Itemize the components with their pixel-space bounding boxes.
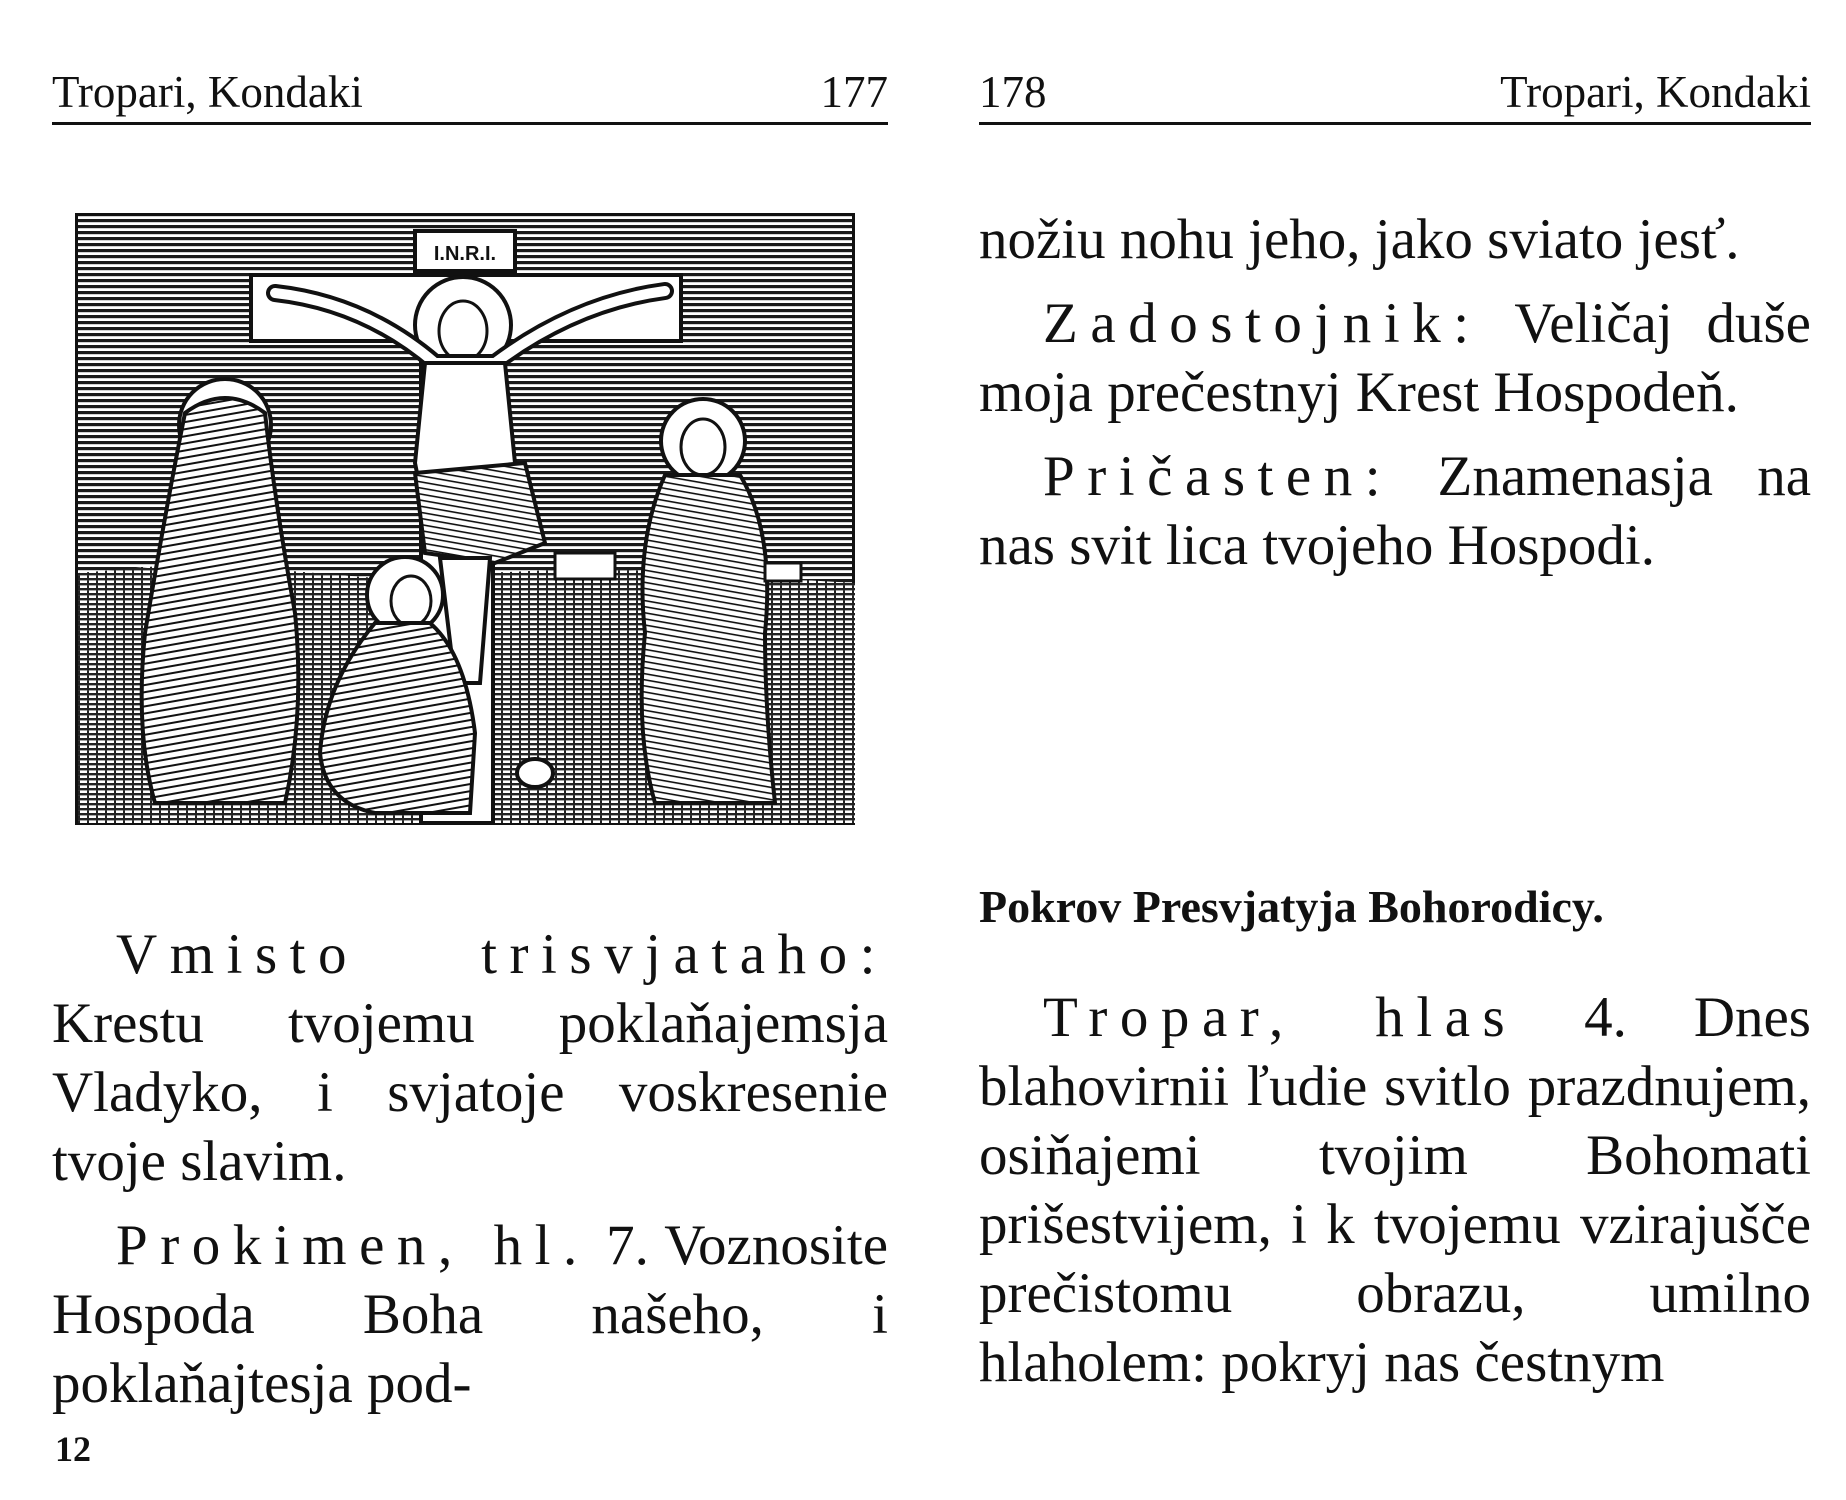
- paragraph: [52, 920, 888, 1196]
- paragraph-text: 4. Dnes blahovirnii ľudie svitlo prazdnujem, osiňajemi tvojim Bohomati prišestvijem, i k tvojemu vzirajušče prečistomu obrazu, umilno hlaholem: pokryj nas čestnym: [979, 986, 1811, 1394]
- paragraph-text: Krestu tvojemu poklaňajemsja Vladyko, i svjatoje voskresenie tvoje slavim.: [52, 992, 888, 1193]
- right-page-body-bottom: [979, 983, 1811, 1397]
- running-head-right: [979, 62, 1811, 125]
- paragraph-lead: Tropar, hlas: [1043, 986, 1518, 1049]
- paragraph: [52, 1211, 888, 1418]
- page-number: 177: [820, 67, 888, 117]
- paragraph: [979, 205, 1811, 274]
- running-head-title: Tropari, Kondaki: [52, 67, 363, 117]
- paragraph-text: Znamenasja na nas svit lica tvojeho Hospodi.: [979, 445, 1811, 577]
- inri-plaque-label: I.N.R.I.: [433, 243, 497, 265]
- crucifixion-engraving: [75, 213, 855, 825]
- running-head-left: [52, 62, 888, 125]
- paragraph: [979, 983, 1811, 1397]
- section-heading: Pokrov Presvjatyja Bohorodicy.: [979, 881, 1604, 932]
- paragraph-lead: Prokimen, hl.: [116, 1214, 590, 1277]
- paragraph-lead: Pričasten:: [1043, 445, 1394, 508]
- paragraph-text: Veličaj duše moja prečestnyj Krest Hospodeň.: [979, 292, 1811, 424]
- right-page-body-top: [979, 205, 1811, 580]
- signature-mark: 12: [55, 1429, 91, 1469]
- page-number: 178: [979, 67, 1047, 117]
- left-page-body: [52, 920, 888, 1418]
- paragraph-text: 7. Voznosite Hospoda Boha našeho, i poklaňajtesja pod-: [52, 1214, 888, 1415]
- running-head-title: Tropari, Kondaki: [1500, 67, 1811, 117]
- paragraph: [979, 289, 1811, 427]
- right-page: [923, 0, 1846, 1500]
- paragraph-lead: Zadostojnik:: [1043, 292, 1482, 355]
- paragraph-text: nožiu nohu jeho, jako sviato jesť.: [979, 208, 1740, 271]
- paragraph: [979, 442, 1811, 580]
- paragraph-lead: Vmisto trisvjataho:: [116, 923, 888, 986]
